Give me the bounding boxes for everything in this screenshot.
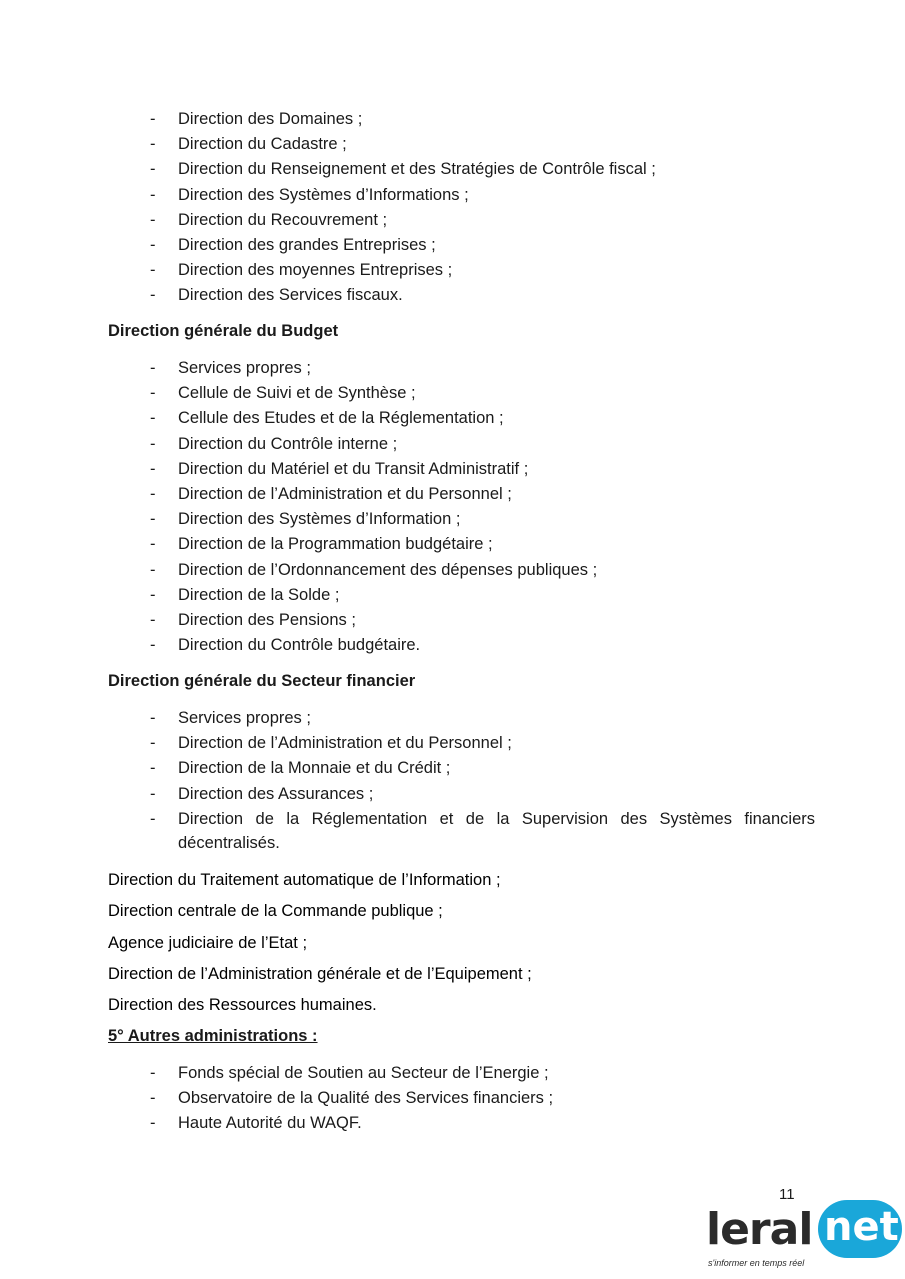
list-item-text: Direction de la Monnaie et du Crédit ; [178,759,451,778]
dash-bullet: - [150,359,156,377]
dash-bullet: - [150,135,156,154]
list-item [150,432,820,457]
dash-bullet: - [150,535,156,554]
plain-line-ressources: Direction des Ressources humaines. [108,996,377,1014]
page-number: 11 [779,1186,795,1203]
list-item [150,132,820,157]
dash-bullet: - [150,784,156,803]
dash-bullet: - [150,286,156,305]
section-title-autres: 5° Autres administrations : [108,1027,318,1045]
list-item [150,782,815,807]
list-item [150,157,820,182]
dash-bullet: - [150,210,156,229]
list-item-text: Cellule des Etudes et de la Réglementation ; [178,409,504,428]
list-item-text: Direction de la Solde ; [178,585,340,604]
list-item [150,457,820,482]
list-item [150,283,820,308]
list-item [150,356,820,381]
dash-bullet: - [150,459,156,478]
list-item [150,706,815,731]
list-financier-directions [150,706,815,855]
list-item [150,1061,820,1086]
dash-bullet: - [150,636,156,655]
plain-line-traitement: Direction du Traitement automatique de l’Information ; [108,871,501,889]
list-item-text: Observatoire de la Qualité des Services financiers ; [178,1089,554,1108]
dash-bullet: - [150,1064,156,1082]
list-item-text: Direction des Assurances ; [178,784,374,803]
plain-line-commande: Direction centrale de la Commande publique ; [108,902,443,920]
logo-tagline: s'informer en temps réel [708,1258,805,1268]
list-item-text: Direction des Systèmes d’Information ; [178,510,461,529]
plain-line-administration: Direction de l’Administration générale et de l’Equipement ; [108,965,532,983]
dash-bullet: - [150,734,156,753]
list-item-text: Direction du Recouvrement ; [178,210,388,229]
heading-budget: Direction générale du Budget [108,322,339,340]
dash-bullet: - [150,160,156,179]
list-item [150,633,820,658]
list-item-text: Direction du Contrôle budgétaire. [178,636,421,655]
list-item [150,731,815,756]
list-item-text: Haute Autorité du WAQF. [178,1114,362,1133]
list-item-text: Direction de l’Administration et du Personnel ; [178,734,512,753]
dash-bullet: - [150,1089,156,1108]
plain-line-agence: Agence judiciaire de l’Etat ; [108,934,308,952]
list-item [150,807,815,855]
list-item-text: Cellule de Suivi et de Synthèse ; [178,384,416,403]
list-item-text: Direction des grandes Entreprises ; [178,236,436,255]
list-item-text: Fonds spécial de Soutien au Secteur de l’Energie ; [178,1064,549,1082]
list-item [150,1086,820,1111]
list-item [150,381,820,406]
list-item-text: Direction du Cadastre ; [178,135,347,154]
dash-bullet: - [150,709,156,727]
list-item [150,208,820,233]
logo-text-net: net [824,1204,899,1250]
list-item-text: Direction de la Réglementation et de la Supervision des Systèmes financiers décentralisés. [178,809,815,852]
list-item-text: Direction des Services fiscaux. [178,286,403,305]
dash-bullet: - [150,560,156,579]
list-item-text: Direction des moyennes Entreprises ; [178,261,453,280]
dash-bullet: - [150,409,156,428]
list-item-text: Direction du Contrôle interne ; [178,434,398,453]
dash-bullet: - [150,759,156,778]
dash-bullet: - [150,261,156,280]
dash-bullet: - [150,510,156,529]
dash-bullet: - [150,384,156,403]
dash-bullet: - [150,611,156,630]
dash-bullet: - [150,485,156,504]
list-item-text: Direction des Systèmes d’Informations ; [178,185,469,204]
list-item [150,558,820,583]
list-item-text: Direction des Domaines ; [178,110,363,128]
dash-bullet: - [150,434,156,453]
dash-bullet: - [150,1114,156,1133]
list-item-text: Services propres ; [178,359,311,377]
dash-bullet: - [150,585,156,604]
heading-secteur-financier: Direction générale du Secteur financier [108,672,416,690]
list-item [150,532,820,557]
dash-bullet: - [150,185,156,204]
dash-bullet: - [150,236,156,255]
list-item [150,258,820,283]
list-item [150,183,820,208]
list-item [150,608,820,633]
list-item [150,233,820,258]
leral-net-logo [706,1200,902,1270]
list-item [150,482,820,507]
list-item [150,583,820,608]
dash-bullet: - [150,110,156,128]
list-autres-administrations [150,1061,820,1137]
list-item-text: Direction du Renseignement et des Stratégies de Contrôle fiscal ; [178,160,656,179]
list-item-text: Direction de l’Administration et du Personnel ; [178,485,512,504]
list-item-text: Direction des Pensions ; [178,611,356,630]
list-item-text: Services propres ; [178,709,311,727]
list-item [150,507,820,532]
list-item [150,756,815,781]
list-dgid-directions [150,107,820,309]
list-item-text: Direction de l’Ordonnancement des dépenses publiques ; [178,560,598,579]
list-item-text: Direction de la Programmation budgétaire ; [178,535,493,554]
list-item [150,107,820,132]
list-item [150,406,820,431]
list-item-text: Direction du Matériel et du Transit Administratif ; [178,459,529,478]
logo-text-leral: leral [706,1204,813,1255]
list-budget-directions [150,356,820,658]
list-item [150,1111,820,1136]
dash-bullet: - [150,809,156,828]
